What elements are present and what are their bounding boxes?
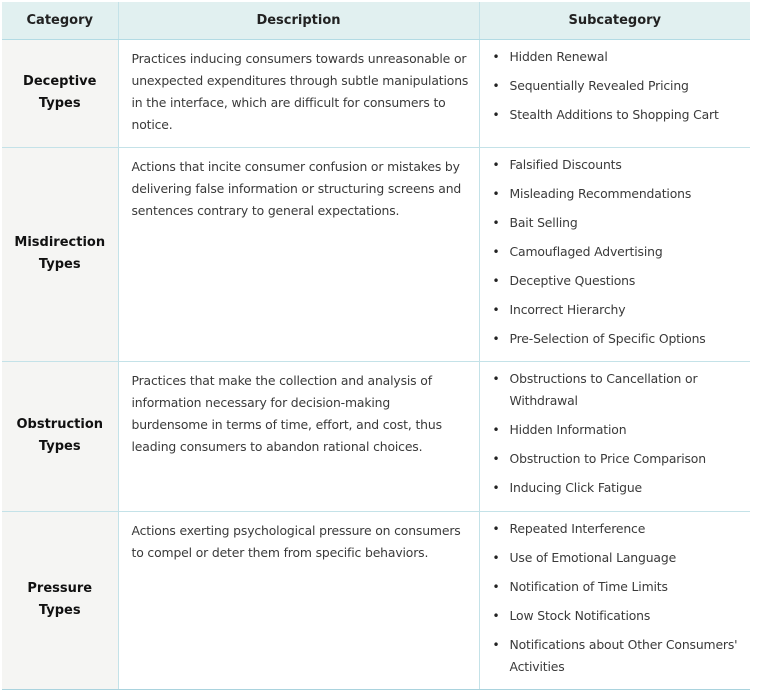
subcategory-label: Sequentially Revealed Pricing [509,77,689,93]
description-cell: Actions that incite consumer confusion or mistakes by delivering false information or structuring screens and sentences contrary to general expectations. [118,147,479,361]
subcategory-item [492,576,743,598]
table-row-obstruction [2,361,750,511]
bullet-icon: • [492,608,500,623]
subcategory-list [492,46,743,126]
subcategory-label: Bait Selling [509,214,578,230]
table-header-row [2,2,750,39]
subcategory-item [492,368,743,412]
subcategory-label: Stealth Additions to Shopping Cart [509,106,719,122]
table-row-deceptive [2,39,750,147]
description-cell: Practices inducing consumers towards unreasonable or unexpected expenditures through subtle manipulations in the interface, which are difficult for consumers to notice. [118,39,479,147]
subcategory-label: Low Stock Notifications [509,607,651,623]
subcategory-item [492,183,743,205]
bullet-icon: • [492,422,500,437]
category-cell [2,39,118,147]
subcategory-label: Incorrect Hierarchy [509,301,626,317]
bullet-icon: • [492,273,500,288]
bullet-icon: • [492,550,500,565]
category-name: Pressure [27,581,93,596]
subcategory-cell [479,361,750,511]
bullet-icon: • [492,186,500,201]
dark-patterns-table [2,2,750,690]
subcategory-label: Obstruction to Price Comparison [509,450,706,466]
bullet-icon: • [492,480,500,495]
subcategory-label: Hidden Information [509,421,627,437]
subcategory-cell [479,39,750,147]
subcategory-label: Hidden Renewal [509,48,608,64]
category-cell [2,361,118,511]
description-cell: Actions exerting psychological pressure on consumers to compel or deter them from specific behaviors. [118,511,479,689]
subcategory-item [492,241,743,263]
description-cell: Practices that make the collection and analysis of information necessary for decision-making burdensome in terms of time, effort, and cost, thus leading consumers to abandon rational choices. [118,361,479,511]
subcategory-list [492,368,743,499]
subcategory-cell [479,511,750,689]
subcategory-label: Use of Emotional Language [509,549,677,565]
header-description: Description [118,2,479,39]
subcategory-list [492,154,743,350]
bullet-icon: • [492,371,500,386]
subcategory-item [492,634,743,678]
subcategory-label: Falsified Discounts [509,156,622,172]
subcategory-label: Obstructions to Cancellation or Withdrawal [509,370,698,408]
subcategory-label: Inducing Click Fatigue [509,479,643,495]
category-suffix: Types [38,96,81,111]
bullet-icon: • [492,215,500,230]
table-row-misdirection [2,147,750,361]
subcategory-item [492,328,743,350]
bullet-icon: • [492,451,500,466]
subcategory-item [492,448,743,470]
subcategory-item [492,547,743,569]
category-cell [2,511,118,689]
subcategory-label: Notification of Time Limits [509,578,668,594]
subcategory-item [492,419,743,441]
subcategory-item [492,477,743,499]
subcategory-item [492,270,743,292]
table-row-pressure [2,511,750,689]
subcategory-label: Notifications about Other Consumers' Activities [509,636,738,674]
header-subcategory: Subcategory [479,2,750,39]
bullet-icon: • [492,637,500,652]
bullet-icon: • [492,157,500,172]
subcategory-item [492,299,743,321]
subcategory-label: Pre-Selection of Specific Options [509,330,706,346]
bullet-icon: • [492,107,500,122]
category-name: Deceptive [23,74,97,89]
subcategory-label: Misleading Recommendations [509,185,692,201]
subcategory-item [492,518,743,540]
subcategory-list [492,518,743,678]
subcategory-item [492,212,743,234]
subcategory-item [492,605,743,627]
dark-patterns-table-container [2,2,750,690]
bullet-icon: • [492,331,500,346]
bullet-icon: • [492,49,500,64]
subcategory-cell [479,147,750,361]
category-suffix: Types [38,603,81,618]
subcategory-item [492,75,743,97]
category-name: Obstruction [16,417,104,432]
subcategory-item [492,46,743,68]
bullet-icon: • [492,579,500,594]
bullet-icon: • [492,302,500,317]
subcategory-label: Camouflaged Advertising [509,243,663,259]
subcategory-item [492,154,743,176]
subcategory-label: Deceptive Questions [509,272,636,288]
bullet-icon: • [492,78,500,93]
category-cell [2,147,118,361]
category-name: Misdirection [14,235,106,250]
bullet-icon: • [492,521,500,536]
category-suffix: Types [38,439,81,454]
bullet-icon: • [492,244,500,259]
header-category: Category [2,2,118,39]
subcategory-item [492,104,743,126]
subcategory-label: Repeated Interference [509,520,646,536]
category-suffix: Types [38,257,81,272]
